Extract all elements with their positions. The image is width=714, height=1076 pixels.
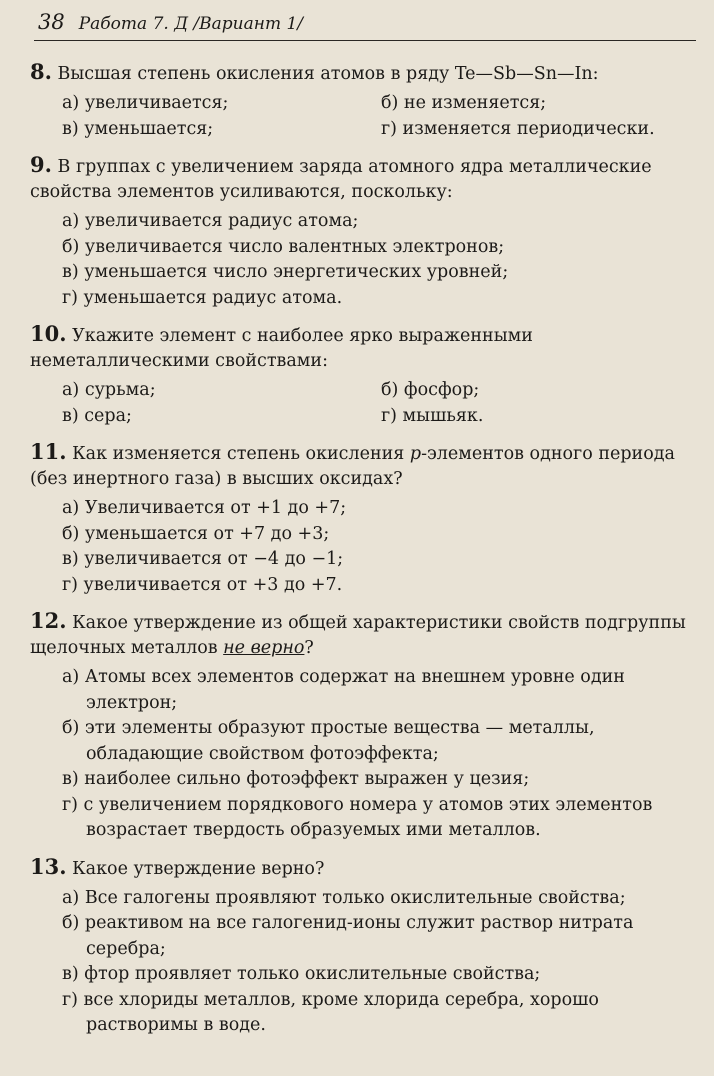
question-body-end: -элементов одного периода (без инертного газа) в высших оксидах?	[30, 444, 675, 489]
question-text	[30, 439, 690, 492]
answer-option: в) фтор проявляет только окислительные свойства;	[62, 964, 541, 984]
question-text	[30, 321, 690, 374]
running-title: Работа 7. Д /Вариант 1/	[78, 14, 304, 34]
answer-option: в) уменьшается;	[62, 118, 214, 139]
question-12	[30, 608, 690, 844]
question-body: В группах с увеличением заряда атомного ядра металлические свойства элементов усиливаются, поскольку:	[30, 157, 652, 202]
question-number: 8.	[30, 59, 52, 84]
question-number: 9.	[30, 152, 52, 177]
question-text	[30, 854, 690, 882]
answer-options	[62, 378, 690, 429]
answer-options	[62, 209, 690, 311]
answer-option: б) уменьшается от +7 до +3;	[62, 523, 330, 544]
question-text	[30, 59, 690, 87]
page-number: 38	[38, 10, 65, 34]
page-header	[34, 10, 696, 41]
question-text	[30, 152, 690, 205]
answer-option: в) наиболее сильно фотоэффект выражен у цезия;	[62, 769, 530, 789]
answer-options	[62, 665, 690, 844]
question-13	[30, 854, 690, 1039]
answer-option: б) фосфор;	[381, 380, 480, 400]
question-number: 11.	[30, 439, 67, 464]
answer-options	[62, 496, 690, 598]
answer-option: а) увеличивается;	[62, 93, 229, 113]
answer-option: в) увеличивается от −4 до −1;	[62, 549, 344, 569]
question-body: Укажите элемент с наиболее ярко выраженными неметаллическими свойствами:	[30, 326, 533, 371]
p-element-symbol: p	[409, 444, 422, 464]
answer-options	[62, 91, 690, 142]
question-11	[30, 439, 690, 598]
question-10	[30, 321, 690, 429]
question-body-start: Как изменяется степень окисления	[72, 444, 410, 464]
answer-option: б) реактивом на все галогенид-ионы служит раствор нитрата серебра;	[62, 913, 634, 959]
answer-option: б) не изменяется;	[381, 93, 547, 113]
emphasis-not-true: не верно	[223, 638, 305, 658]
answer-option: а) Увеличивается от +1 до +7;	[62, 498, 347, 518]
question-number: 12.	[30, 608, 67, 633]
answer-option: г) изменяется периодически.	[381, 118, 655, 139]
answer-option: г) увеличивается от +3 до +7.	[62, 574, 343, 595]
question-body-end: ?	[304, 638, 314, 658]
question-number: 10.	[30, 321, 67, 346]
answer-option: г) мышьяк.	[381, 405, 484, 426]
question-body-start: Какое утверждение из общей характеристики свойств подгруппы щелочных металлов	[30, 613, 686, 658]
answer-option: а) увеличивается радиус атома;	[62, 211, 359, 231]
answer-option: г) с увеличением порядкового номера у атомов этих элементов возрастает твердость образуемых ими металлов.	[62, 794, 653, 840]
answer-option: а) сурьма;	[62, 380, 156, 400]
question-number: 13.	[30, 853, 67, 879]
question-body: Высшая степень окисления атомов в ряду Te—Sb—Sn—In:	[57, 64, 599, 84]
answer-option: в) уменьшается число энергетических уровней;	[62, 262, 509, 282]
question-text	[30, 608, 690, 661]
answer-option: а) Атомы всех элементов содержат на внешнем уровне один электрон;	[62, 667, 625, 713]
answer-option: б) увеличивается число валентных электронов;	[62, 236, 505, 257]
answer-option: г) все хлориды металлов, кроме хлорида серебра, хорошо растворимы в воде.	[62, 989, 599, 1035]
answer-options	[62, 886, 690, 1039]
answer-option: г) уменьшается радиус атома.	[62, 287, 343, 308]
answer-option: б) эти элементы образуют простые вещества — металлы, обладающие свойством фотоэффекта;	[62, 718, 595, 764]
answer-option: а) Все галогены проявляют только окислительные свойства;	[62, 887, 626, 908]
question-body: Какое утверждение верно?	[72, 858, 325, 879]
question-8	[30, 59, 690, 142]
answer-option: в) сера;	[62, 405, 132, 426]
question-9	[30, 152, 690, 311]
